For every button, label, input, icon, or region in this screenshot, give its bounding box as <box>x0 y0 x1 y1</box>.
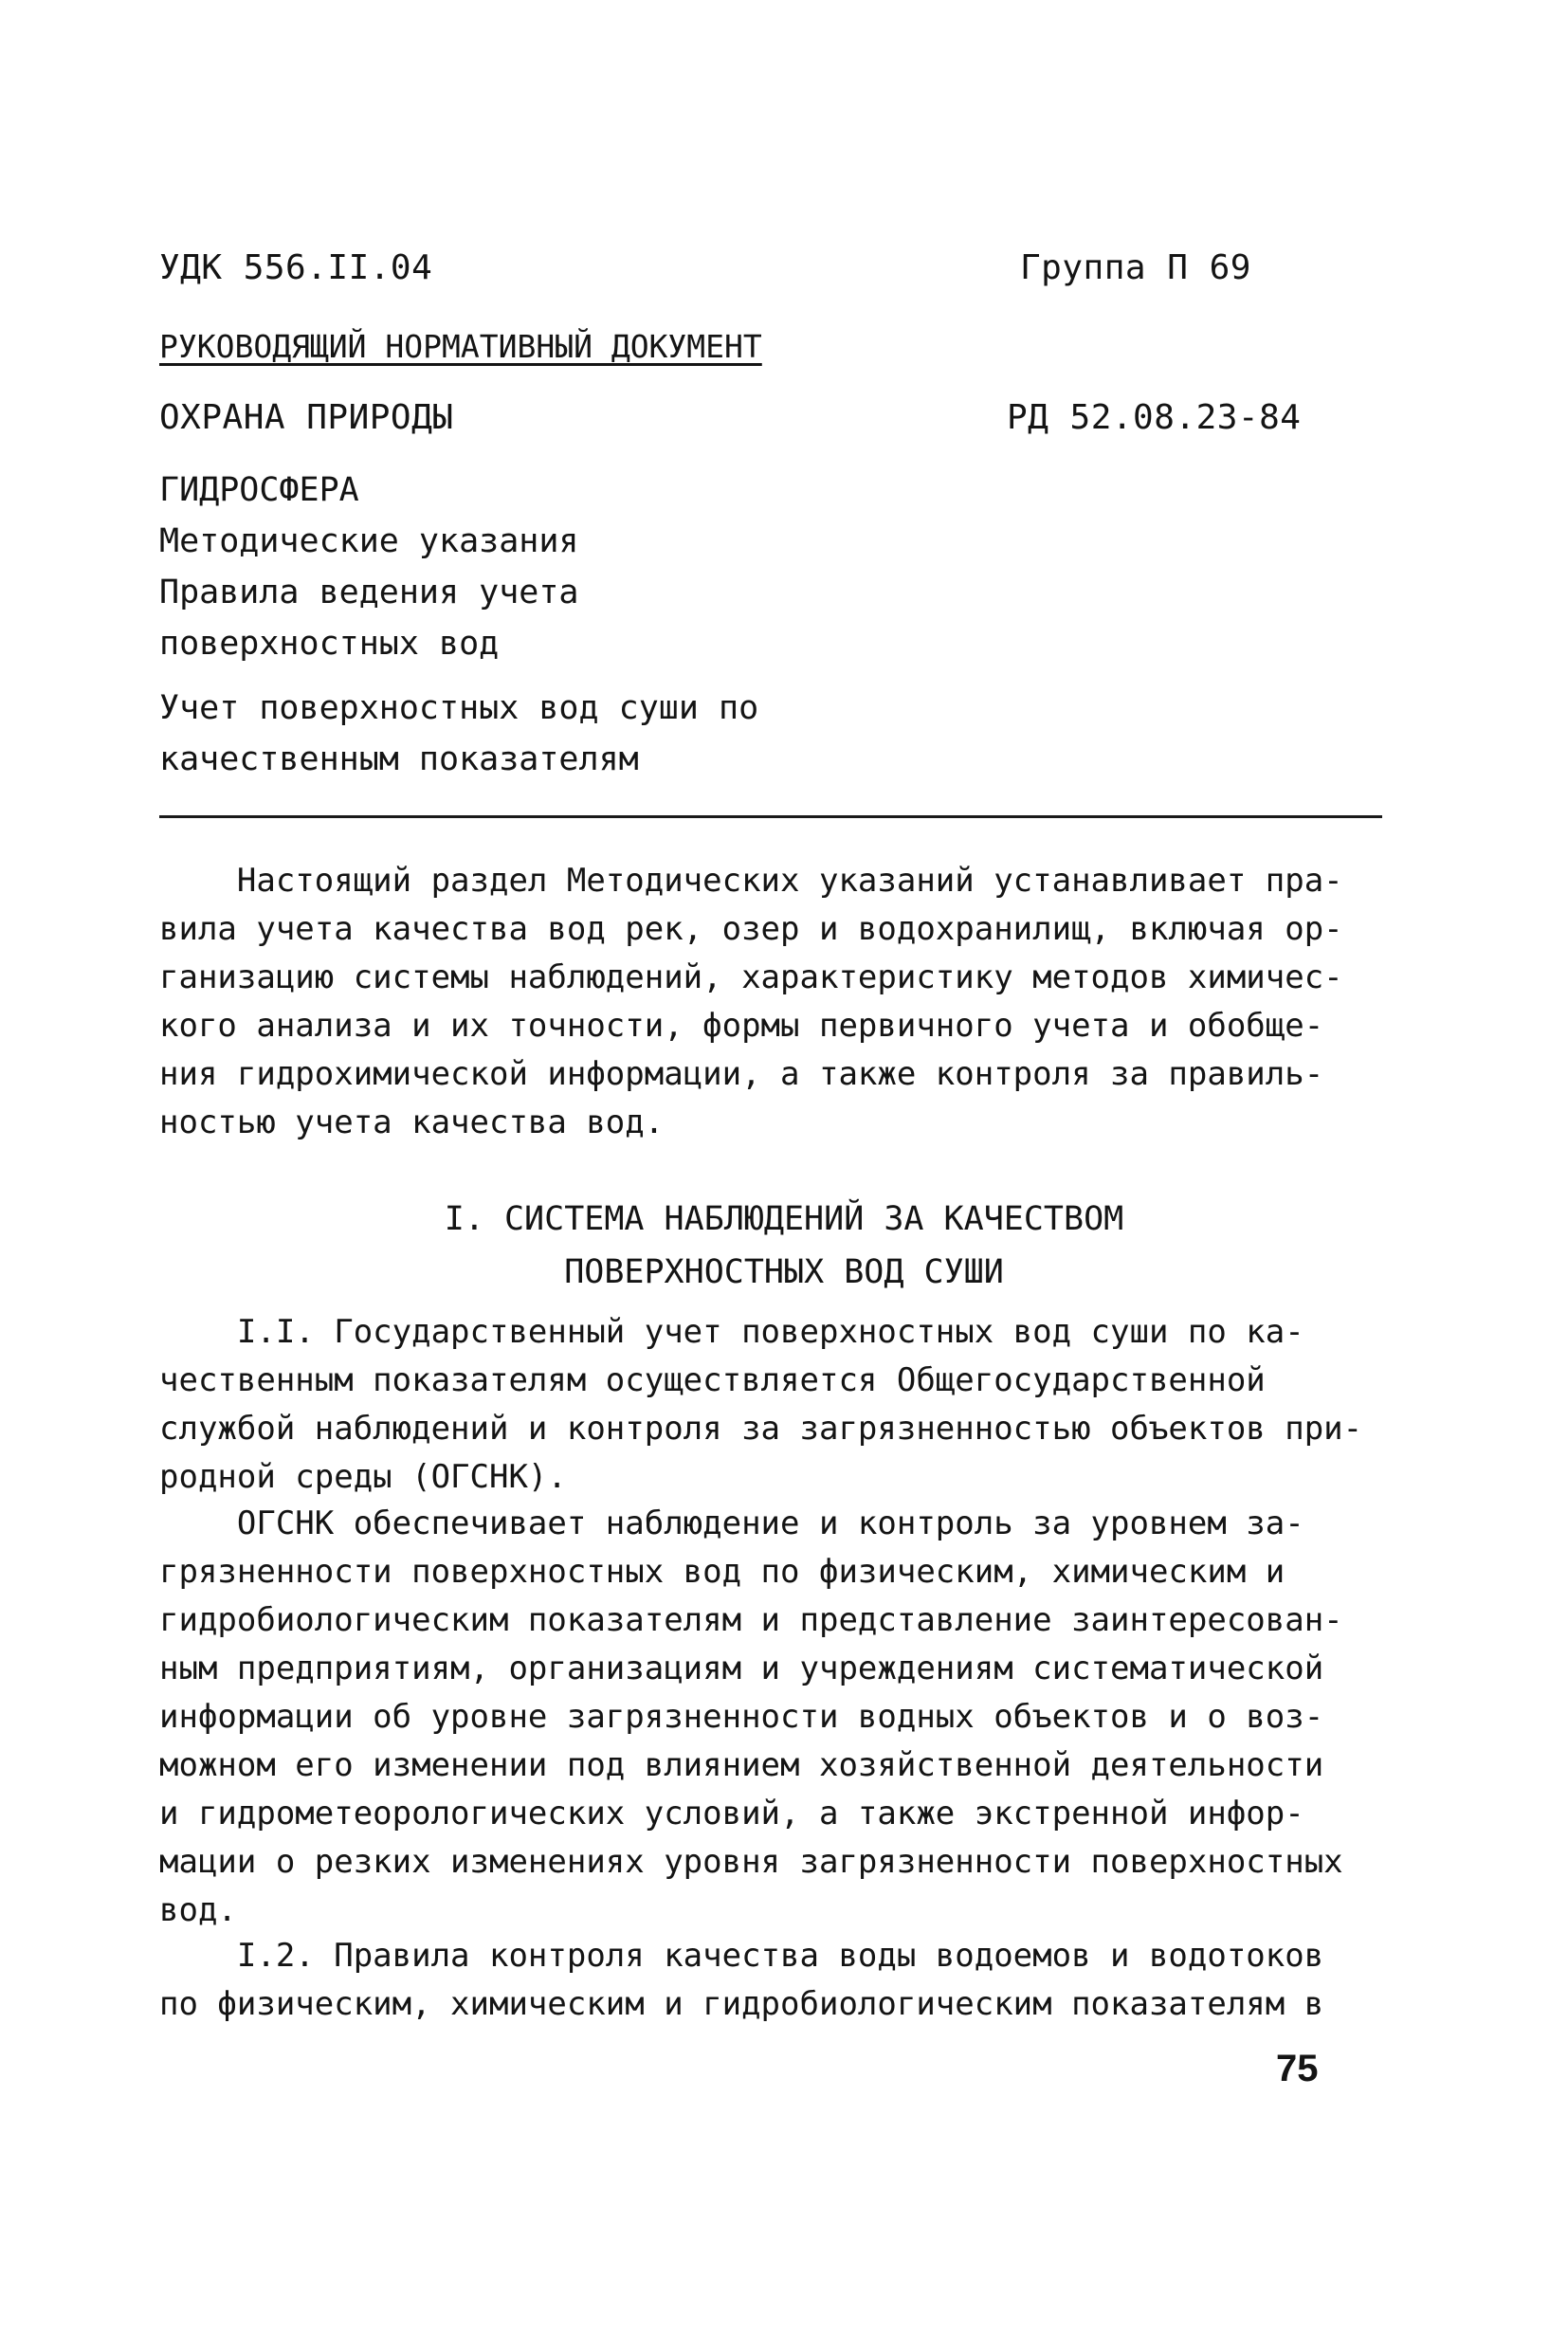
text-line: чественным показателям осуществляется Общегосударственной <box>159 1361 1266 1399</box>
text-line: Настоящий раздел Методических указаний устанавливает пра- <box>159 862 1343 900</box>
text-line: и гидрометеорологических условий, а также экстренной инфор- <box>159 1795 1304 1832</box>
document-subtitle <box>159 683 758 785</box>
text-line: ганизацию системы наблюдений, характеристику методов химичес- <box>159 958 1343 996</box>
text-line: ностью учета качества вод. <box>159 1103 665 1141</box>
paragraph-1-2 <box>159 1932 1323 2029</box>
rd-document-code: РД 52.08.23-84 <box>1007 398 1302 437</box>
title-line: Правила ведения учета <box>159 574 579 611</box>
paragraph-1-1 <box>159 1308 1362 1502</box>
udk-code: УДК 556.II.04 <box>159 248 433 287</box>
horizontal-rule <box>159 815 1382 818</box>
text-line: ния гидрохимической информации, а также контроля за правиль- <box>159 1055 1324 1093</box>
title-line: поверхностных вод <box>159 625 500 663</box>
paragraph-ogsnk <box>159 1500 1343 1935</box>
text-line: I.2. Правила контроля качества воды водоемов и водотоков <box>159 1937 1324 1975</box>
text-line: I.I. Государственный учет поверхностных вод суши по ка- <box>159 1313 1304 1351</box>
section-heading <box>0 1193 1568 1299</box>
text-line: вод. <box>159 1891 237 1929</box>
text-line: ным предприятиям, организациям и учреждениям систематической <box>159 1650 1324 1687</box>
intro-paragraph <box>159 857 1343 1147</box>
text-line: кого анализа и их точности, формы первичного учета и обобще- <box>159 1007 1324 1045</box>
text-line: ОГСНК обеспечивает наблюдение и контроль за уровнем за- <box>159 1504 1304 1542</box>
page-number: 75 <box>1276 2048 1319 2089</box>
text-line: вила учета качества вод рек, озер и водохранилищ, включая ор- <box>159 910 1343 948</box>
classification-group: Группа П 69 <box>1020 248 1251 287</box>
text-line: по физическим, химическим и гидробиологическим показателям в <box>159 1985 1324 2023</box>
heading-line: I. СИСТЕМА НАБЛЮДЕНИЙ ЗА КАЧЕСТВОМ <box>444 1200 1124 1238</box>
text-line: службой наблюдений и контроля за загрязненностью объектов при- <box>159 1410 1363 1448</box>
text-line: гидробиологическим показателям и представление заинтересован- <box>159 1601 1343 1639</box>
subtitle-line: Учет поверхностных вод суши по <box>159 689 759 727</box>
text-line: информации об уровне загрязненности водных объектов и о воз- <box>159 1698 1324 1736</box>
document-title <box>159 465 579 669</box>
title-line: ГИДРОСФЕРА <box>159 471 359 509</box>
section-name: ОХРАНА ПРИРОДЫ <box>159 398 454 437</box>
text-line: родной среды (ОГСНК). <box>159 1458 567 1496</box>
subtitle-line: качественным показателям <box>159 740 639 778</box>
title-line: Методические указания <box>159 522 579 560</box>
text-line: мации о резких изменениях уровня загрязненности поверхностных <box>159 1843 1343 1881</box>
text-line: можном его изменении под влиянием хозяйственной деятельности <box>159 1746 1324 1784</box>
text-line: грязненности поверхностных вод по физическим, химическим и <box>159 1553 1285 1591</box>
heading-line: ПОВЕРХНОСТНЫХ ВОД СУШИ <box>564 1253 1004 1291</box>
document-type: РУКОВОДЯЩИЙ НОРМАТИВНЫЙ ДОКУМЕНТ <box>159 328 762 365</box>
